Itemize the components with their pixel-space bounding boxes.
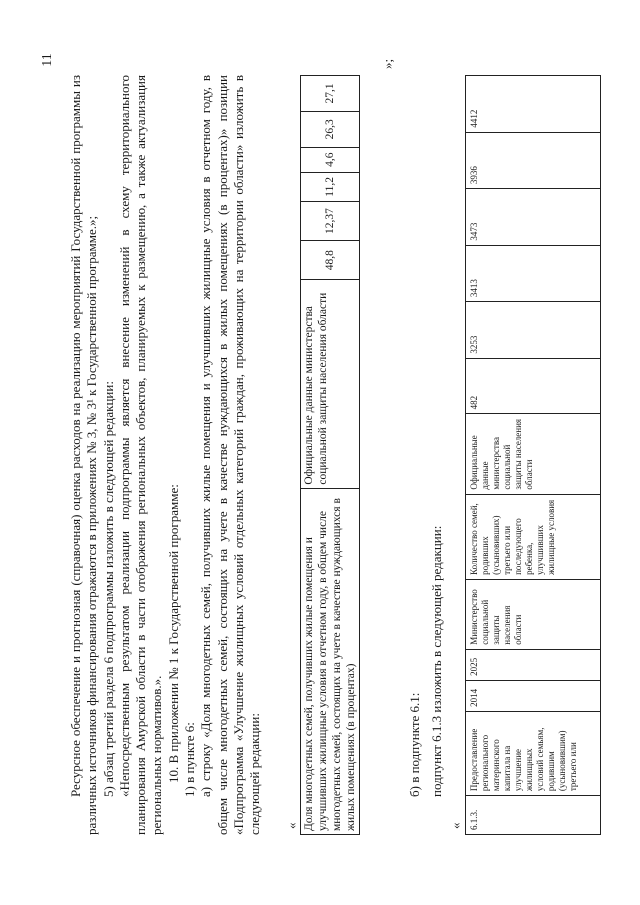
value-cell: 4412 xyxy=(466,76,601,133)
paragraph-item-b: б) в подпункте 6.1: xyxy=(407,692,422,797)
paragraph-item-b2: подпункт 6.1.3 изложить в следующей редакции: xyxy=(429,525,444,797)
executor-cell: Министерство социальной защиты населения области xyxy=(466,579,601,649)
value-cell: 3473 xyxy=(466,189,601,246)
source-cell: Официальные данные министерства социальной защиты населения области xyxy=(466,414,601,494)
indicator-cell: Доля многодетных семей, получивших жилые помещения и улучшивших жилищные условия в отчетном году, в общем числе многодетных семей, состоящих на учете в качестве нуждающихся в жилых помещениях (в процентах) xyxy=(301,488,360,834)
paragraph-quote-result: «Непосредственным результатом реализации подпрограммы является внесение изменений в схему территориального планирования Амурской области в части отображения региональных объектов, планируемых к размещению, а также актуализация региональных нормативов.». xyxy=(116,75,165,835)
value-cell: 3936 xyxy=(466,132,601,189)
value-cell: 3253 xyxy=(466,302,601,359)
open-quote-2: « xyxy=(448,822,463,829)
paragraph-item-10: 10. В приложении № 1 к Государственной программе: xyxy=(165,484,181,783)
year-start-cell: 2014 xyxy=(466,680,601,711)
value-cell: 26,3 xyxy=(301,111,360,147)
value-cell: 482 xyxy=(466,358,601,414)
value-cell: 12,37 xyxy=(301,202,360,241)
paragraph-item-a: а) строку «Доля многодетных семей, получивших жилые помещения и улучшивших жилищные условия в отчетном году, в общем числе многодетных семей, состоящих на учете в качестве нуждающихся в жилых помещениях (в процентах)» позиции «Подпрограмма «Улучшение жилищных условий отдельных категорий граждан, проживающих на территории области» изложить в следующей редакции: xyxy=(198,75,263,835)
paragraph-item-5: 5) абзац третий раздела 6 подпрограммы изложить в следующей редакции: xyxy=(100,381,116,797)
table-row xyxy=(301,76,360,835)
value-cell: 48,8 xyxy=(301,241,360,280)
paragraph-item-1: 1) в пункте 6: xyxy=(182,722,198,797)
indicator-table-1 xyxy=(300,75,360,835)
indicator-table-2 xyxy=(465,75,601,835)
source-cell: Официальные данные министерства социальной защиты населения области xyxy=(301,280,360,488)
measure-cell: Предоставление регионального материнского капитала на улучшение жилищных условий семьям, родившим (усыновившим) третьего или xyxy=(466,711,601,795)
body-text xyxy=(68,75,264,835)
number-cell: 6.1.3. xyxy=(466,796,601,835)
value-cell: 3413 xyxy=(466,245,601,302)
value-cell: 27,1 xyxy=(301,76,360,112)
value-cell: 4,6 xyxy=(301,147,360,172)
value-cell: 11,2 xyxy=(301,172,360,201)
page-number: 11 xyxy=(40,53,55,67)
open-quote-1: « xyxy=(284,822,299,829)
close-quote-1: »; xyxy=(380,58,395,69)
indicator-cell: Количество семей, родивших (усыновивших) третьего или последующего ребенка, улучшивших жилищные условия xyxy=(466,494,601,579)
year-end-cell: 2025 xyxy=(466,649,601,680)
paragraph-resource: Ресурсное обеспечение и прогнозная (справочная) оценка расходов на реализацию мероприятий Государственной программы из различных источников финансирования отражаются в приложениях № 3, № 3¹ к Государственной программе.»; xyxy=(68,75,100,835)
table-row xyxy=(466,76,601,835)
